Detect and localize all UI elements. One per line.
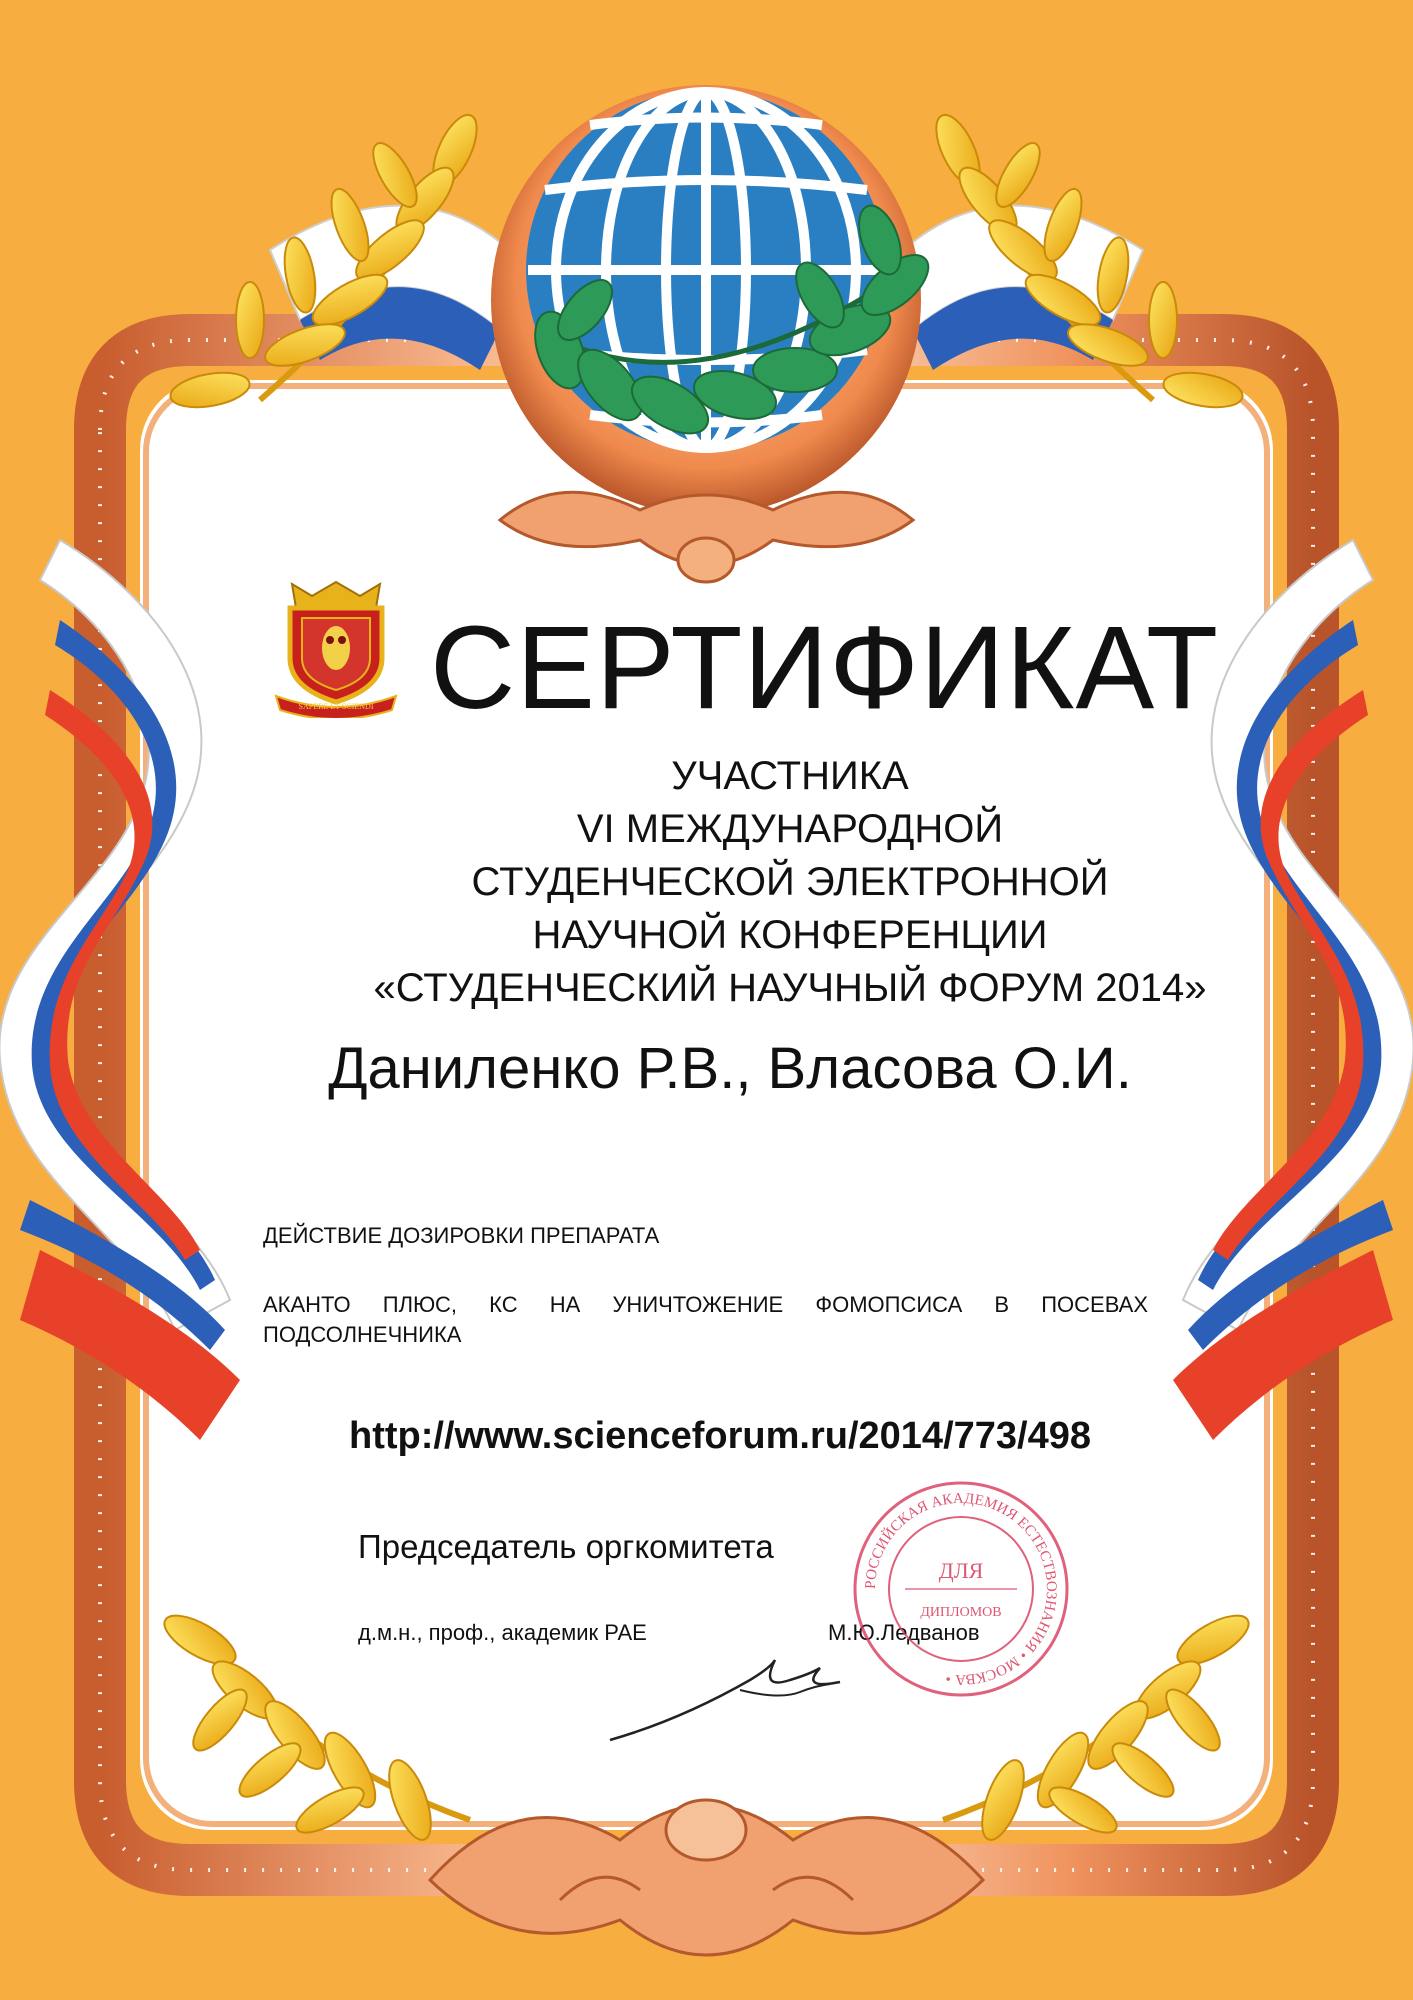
subtitle-line: VI МЕЖДУНАРОДНОЙ (576, 807, 1004, 851)
work-title-line2: АКАНТО ПЛЮС, КС НА УНИЧТОЖЕНИЕ ФОМОПСИСА В ПОСЕВАХ ПОДСОЛНЕЧНИКА (263, 1292, 1148, 1347)
emblem-owl-icon (272, 578, 400, 718)
work-title-line1: ДЕЙСТВИЕ ДОЗИРОВКИ ПРЕПАРАТА (263, 1223, 660, 1248)
chair-degree: д.м.н., проф., академик РАЕ (358, 1620, 647, 1645)
emblem-motto: SAPERE ET SCIENDI (298, 702, 374, 711)
bottom-ornament (430, 1800, 983, 1955)
stamp-center-top: ДЛЯ (938, 1558, 984, 1583)
certificate-url: http://www.scienceforum.ru/2014/773/498 (349, 1415, 1091, 1457)
subtitle-line: СТУДЕНЧЕСКОЙ ЭЛЕКТРОННОЙ (471, 860, 1109, 904)
signature-icon (600, 1640, 860, 1750)
stamp-ring-text: РОССИЙСКАЯ АКАДЕМИЯ ЕСТЕСТВОЗНАНИЯ • МОСКВА • (862, 1490, 1060, 1688)
stamp-center-bottom: ДИПЛОМОВ (920, 1605, 1002, 1620)
chair-name: М.Ю.Ледванов (828, 1620, 980, 1645)
certificate-title: СЕРТИФИКАТ (430, 602, 1220, 734)
subtitle-line: «СТУДЕНЧЕСКИЙ НАУЧНЫЙ ФОРУМ 2014» (373, 966, 1207, 1010)
stamp-icon (850, 1478, 1072, 1700)
globe-icon (491, 85, 938, 582)
participant-names: Даниленко Р.В., Власова О.И. (328, 1036, 1132, 1101)
subtitle-line: УЧАСТНИКА (671, 754, 909, 798)
certificate-subtitle (200, 750, 1380, 1015)
chair-label: Председатель оргкомитета (358, 1528, 774, 1565)
subtitle-line: НАУЧНОЙ КОНФЕРЕНЦИИ (532, 913, 1048, 957)
